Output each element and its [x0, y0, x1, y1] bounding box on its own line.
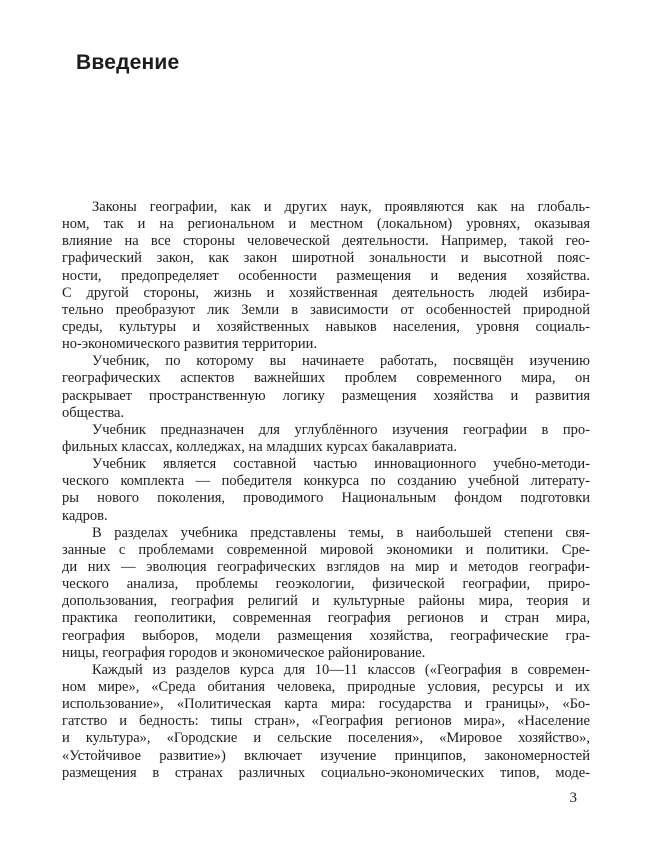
text-line: допользования, география религий и культурные районы мира, теория и [62, 593, 590, 610]
text-line: размещения в странах различных социально-экономических типов, моде- [62, 764, 590, 781]
text-line: общества. [62, 404, 125, 421]
text-line: ницы, география городов и экономическое районирование. [62, 644, 426, 661]
text-line: ном мире», «Среда обитания человека, природные условия, ресурсы и их [62, 678, 590, 695]
text-line: географических аспектов важнейших проблем современного мира, он [62, 370, 590, 387]
text-line: фильных классах, колледжах, на младших курсах бакалавриата. [62, 438, 457, 455]
text-line: С другой стороны, жизнь и хозяйственная деятельность людей избира- [62, 284, 590, 301]
text-line: «Устойчивое развитие») включает изучение принципов, закономерностей [62, 747, 590, 764]
text-line: практика геополитики, современная география регионов и стран мира, [62, 610, 590, 627]
text-line: гатство и бедность: типы стран», «География регионов мира», «Население [62, 713, 590, 730]
text-line: ческого анализа, проблемы геоэкологии, физической географии, приро- [62, 576, 590, 593]
text-line: ном, так и на региональном и местном (локальном) уровнях, оказывая [62, 216, 590, 233]
body-text [62, 199, 590, 782]
text-line: ры нового поколения, проводимого Национальным фондом подготовки [62, 490, 590, 507]
text-line: и культура», «Городские и сельские поселения», «Мировое хозяйство», [62, 730, 590, 747]
text-line: ности, предопределяет особенности размещения и ведения хозяйства. [62, 267, 590, 284]
text-line: Учебник является составной частью инновационного учебно-методи- [92, 456, 590, 473]
page-number: 3 [569, 790, 577, 806]
text-line: кадров. [62, 507, 108, 524]
text-line: ди них — эволюция географических взглядов на мир и методов географи- [62, 558, 590, 575]
text-line: Учебник, по которому вы начинаете работать, посвящён изучению [92, 353, 590, 370]
text-line: графический закон, как закон широтной зональности и высотной пояс- [62, 250, 590, 267]
text-line: ческого комплекта — победителя конкурса по созданию учебной литерату- [62, 473, 590, 490]
text-line: Законы географии, как и других наук, проявляются как на глобаль- [92, 199, 590, 215]
text-line: Учебник предназначен для углублённого изучения географии в про- [92, 421, 590, 438]
text-line: среды, культуры и хозяйственных навыков населения, уровня социаль- [62, 318, 590, 335]
chapter-heading: Введение [76, 51, 180, 74]
text-line: влияние на все стороны человеческой деятельности. Например, такой гео- [62, 233, 590, 250]
text-line: использование», «Политическая карта мира: государства и границы», «Бо- [62, 696, 590, 713]
text-line: занные с проблемами современной мировой экономики и политики. Сре- [62, 541, 590, 558]
text-line: тельно преобразуют лик Земли в зависимости от особенностей природной [62, 301, 590, 318]
text-line: но-экономического развития территории. [62, 336, 318, 353]
text-line: Каждый из разделов курса для 10—11 классов («География в современ- [92, 661, 590, 678]
text-line: география выборов, модели размещения хозяйства, географические гра- [62, 627, 590, 644]
text-line: В разделах учебника представлены темы, в наибольшей степени свя- [92, 524, 590, 541]
text-line: раскрывает пространственную логику размещения хозяйства и развития [62, 387, 590, 404]
